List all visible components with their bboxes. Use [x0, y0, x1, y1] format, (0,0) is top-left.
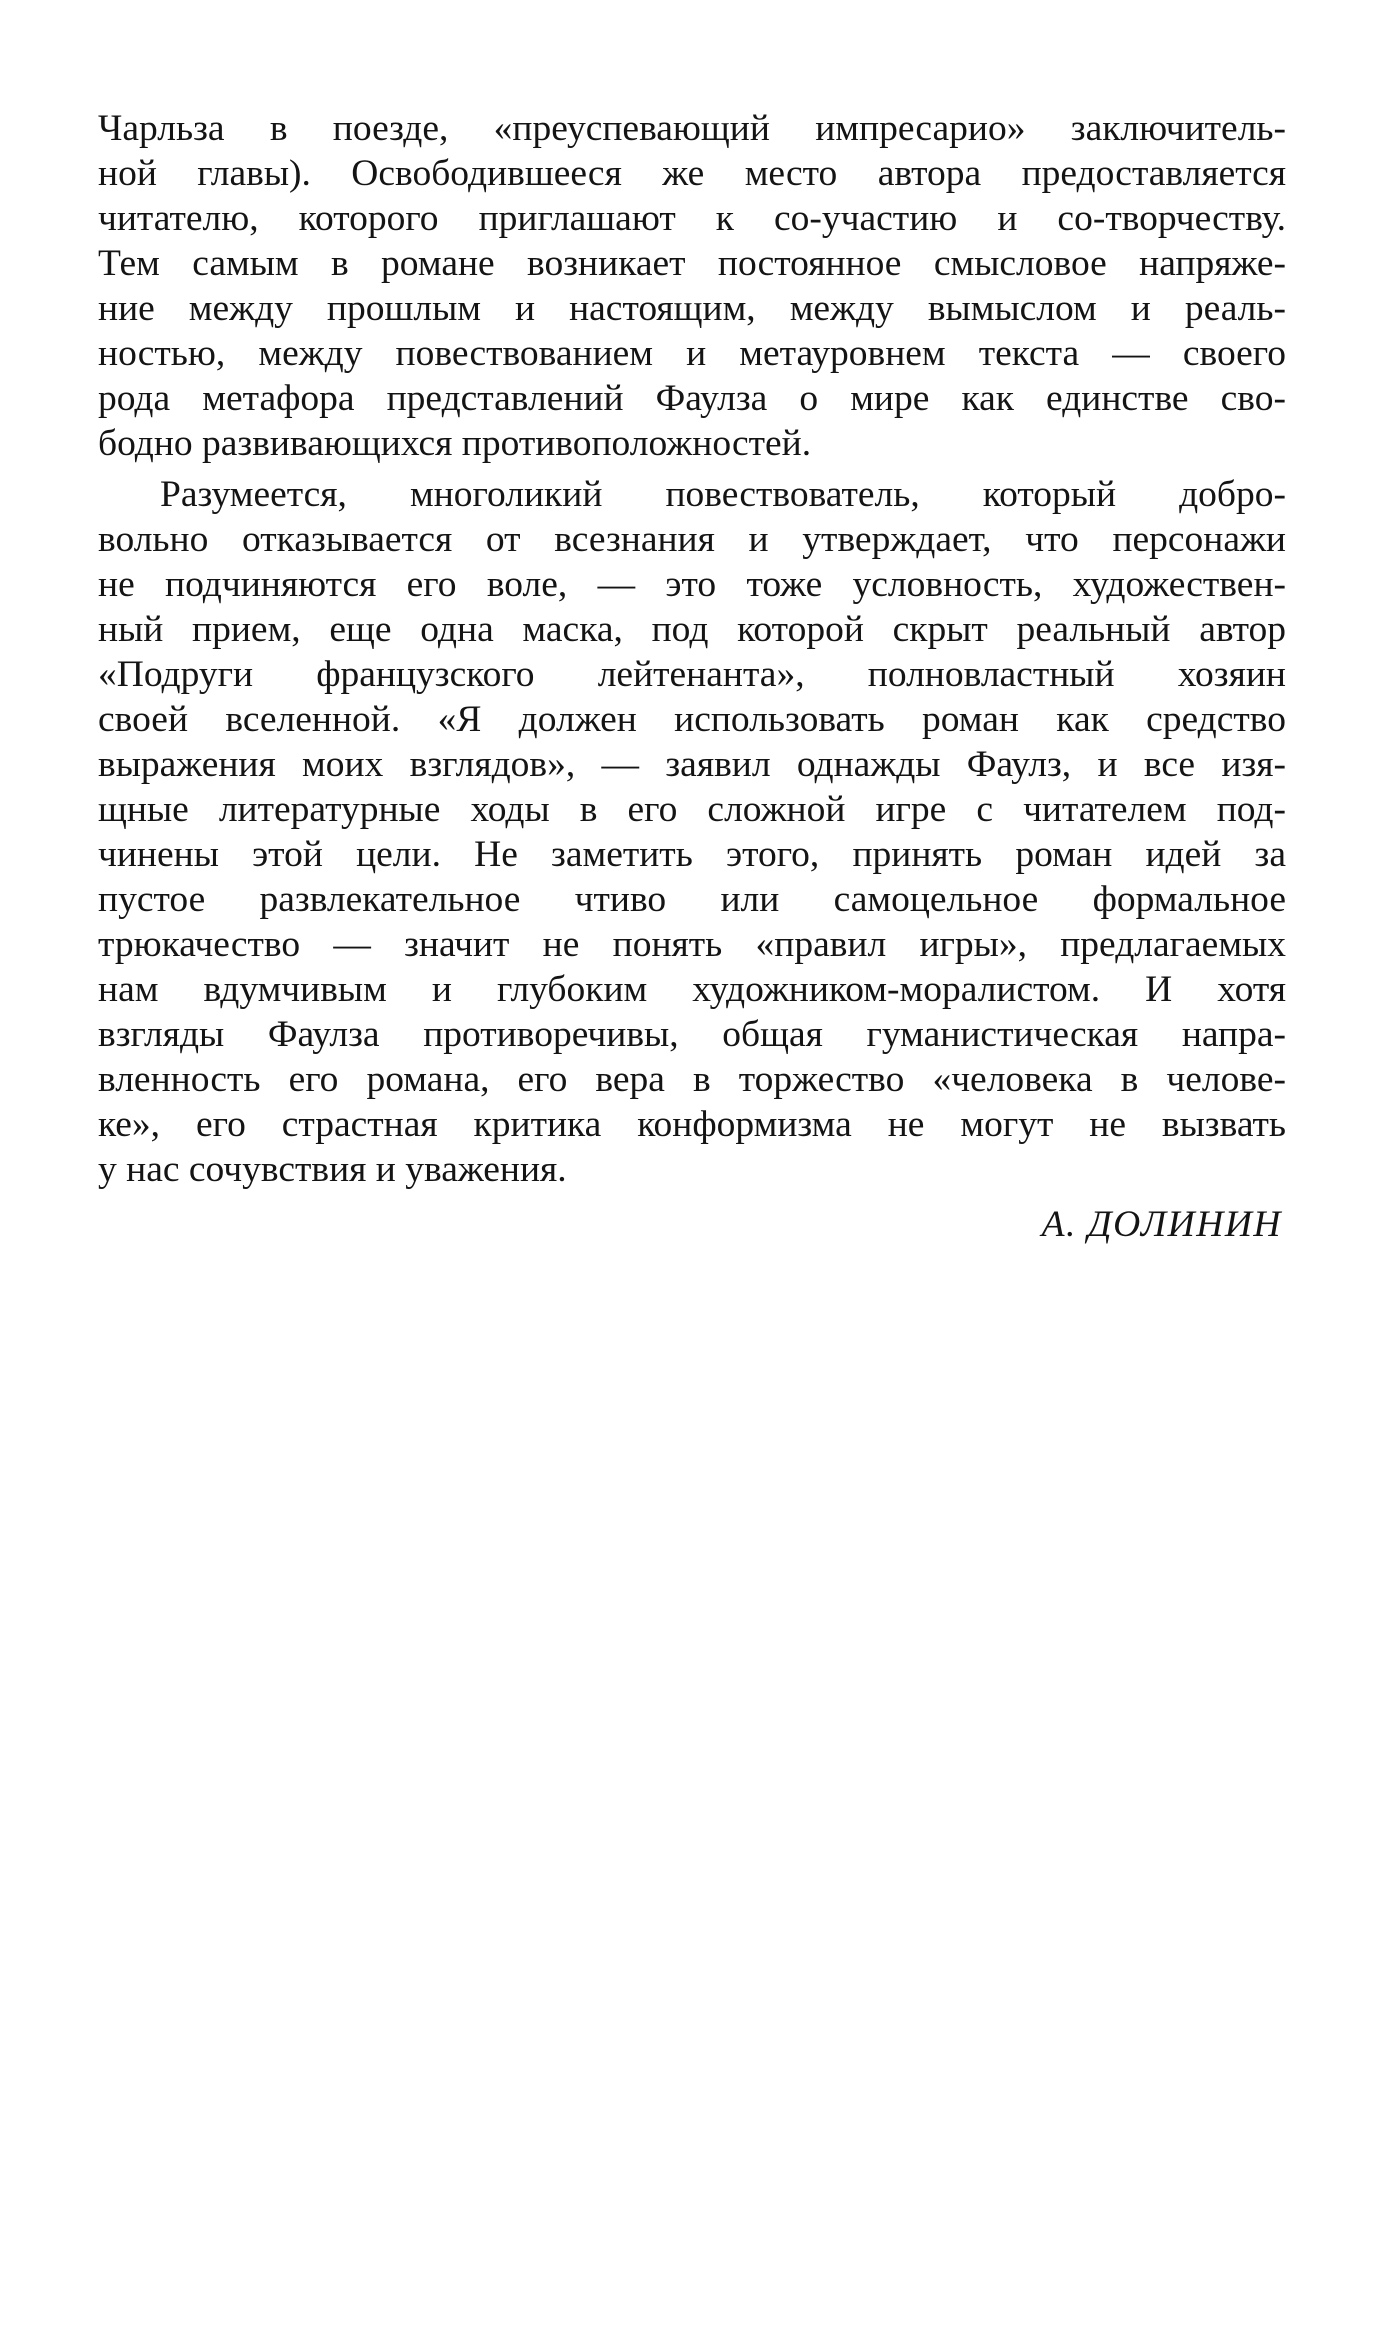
text-line: Разумеется, многоликий повествователь, который добро-: [160, 474, 1286, 515]
body-text: [98, 106, 1286, 1192]
text-line: рода метафора представлений Фаулза о мире как единстве сво-: [98, 378, 1286, 419]
text-line: пустое развлекательное чтиво или самоцельное формальное: [98, 879, 1286, 920]
text-line: ный прием, еще одна маска, под которой скрыт реальный автор: [98, 609, 1286, 650]
text-line: своей вселенной. «Я должен использовать роман как средство: [98, 699, 1286, 740]
paragraph-1: [98, 106, 1286, 466]
text-line: бодно развивающихся противоположностей.: [98, 423, 812, 464]
text-line: вольно отказывается от всезнания и утверждает, что персонажи: [98, 519, 1286, 560]
text-line: ние между прошлым и настоящим, между вымыслом и реаль-: [98, 288, 1286, 329]
text-line: Чарльза в поезде, «преуспевающий импресарио» заключитель-: [98, 108, 1286, 149]
text-line: взгляды Фаулза противоречивы, общая гуманистическая напра-: [98, 1014, 1286, 1055]
author-signature: А. ДОЛИНИН: [1041, 1204, 1282, 1245]
text-line: ке», его страстная критика конформизма не могут не вызвать: [98, 1104, 1286, 1145]
text-line: нам вдумчивым и глубоким художником-моралистом. И хотя: [98, 969, 1286, 1010]
text-line: выражения моих взглядов», — заявил однажды Фаулз, и все изя-: [98, 744, 1286, 785]
text-line: «Подруги французского лейтенанта», полновластный хозяин: [98, 654, 1286, 695]
text-line: щные литературные ходы в его сложной игре с читателем под-: [98, 789, 1286, 830]
text-line: читателю, которого приглашают к со-участию и со-творчеству.: [98, 198, 1286, 239]
text-line: не подчиняются его воле, — это тоже условность, художествен-: [98, 564, 1286, 605]
text-line: ной главы). Освободившееся же место автора предоставляется: [98, 153, 1286, 194]
text-line: трюкачество — значит не понять «правил игры», предлагаемых: [98, 924, 1286, 965]
text-line: у нас сочувствия и уважения.: [98, 1149, 567, 1190]
text-line: ностью, между повествованием и метауровнем текста — своего: [98, 333, 1286, 374]
text-line: Тем самым в романе возникает постоянное смысловое напряже-: [98, 243, 1286, 284]
paragraph-2: [98, 472, 1286, 1192]
text-line: чинены этой цели. Не заметить этого, принять роман идей за: [98, 834, 1286, 875]
text-line: вленность его романа, его вера в торжество «человека в челове-: [98, 1059, 1286, 1100]
